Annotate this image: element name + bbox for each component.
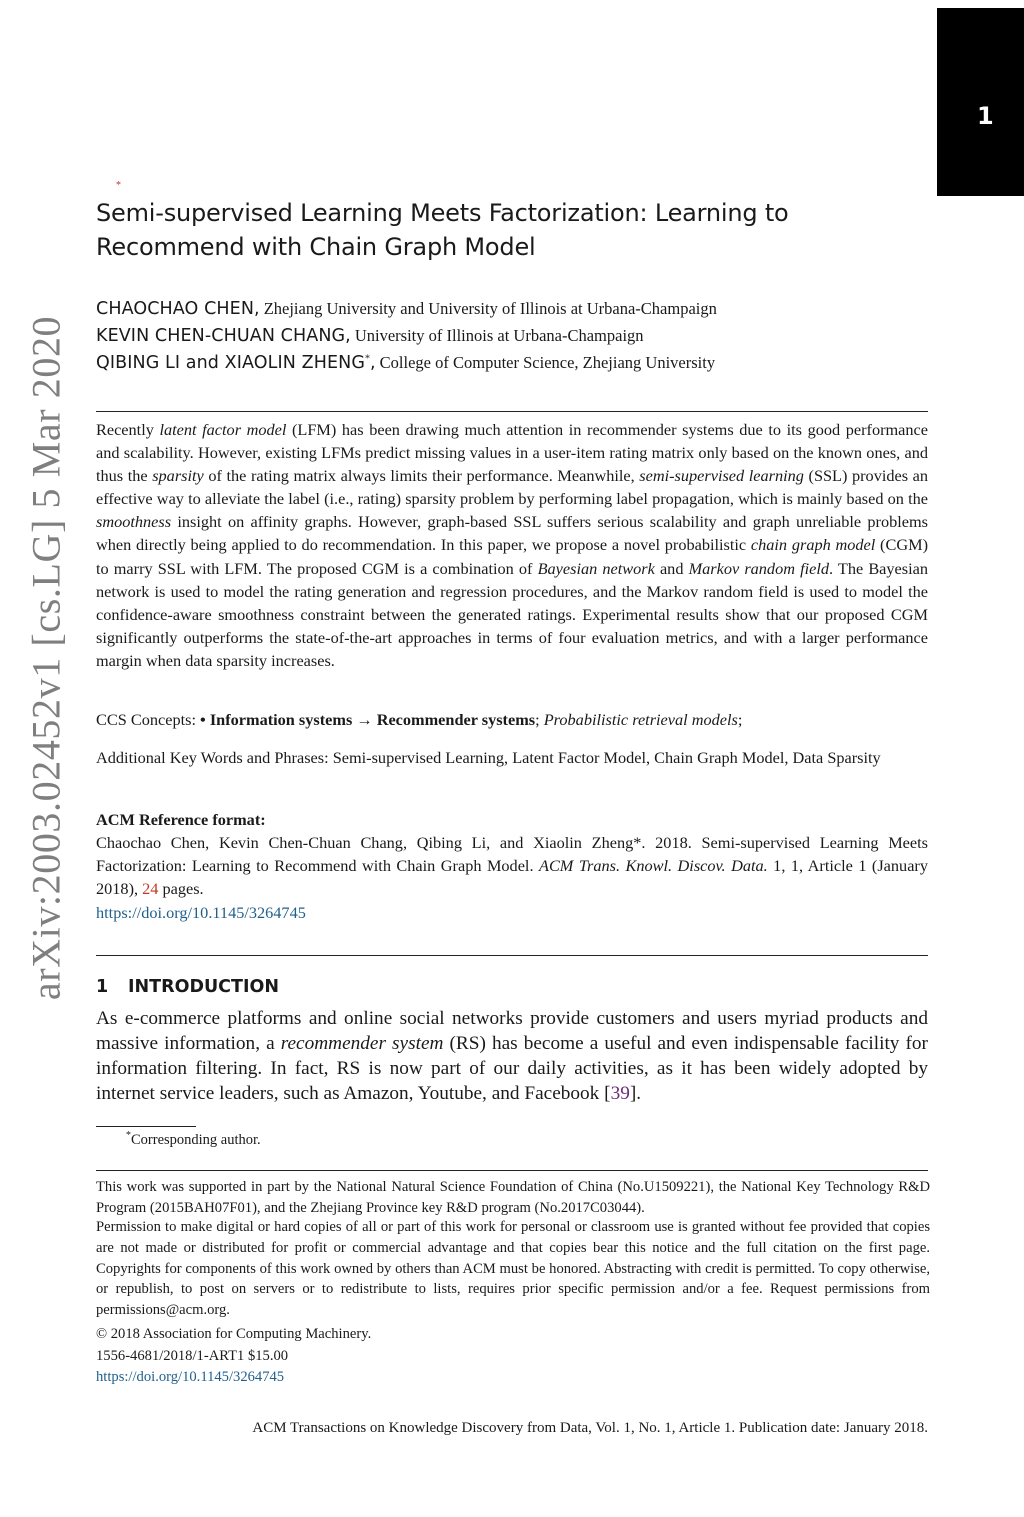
funding-note: This work was supported in part by the National Natural Science Foundation of China (No.U1509221), the National Key Technology R&D Program (2015BAH07F01), and the Zhejiang Province key R&D program (No.2017C03044). [96,1179,930,1216]
author-separator: , [370,353,376,373]
section-number: 1 [96,977,109,997]
author-names: CHAOCHAO CHEN, [96,299,260,319]
title-footnote-mark[interactable]: * [116,180,121,191]
page-number: 1 [977,102,994,130]
footnote: *Corresponding author. [126,1130,261,1148]
footer-rule [96,1170,928,1171]
introduction-paragraph: As e-commerce platforms and online social networks provide customers and users myriad products and massive information, a recommender system (RS) has become a useful and even indispensable facility for information filtering. In fact, RS is now part of our daily activities, as it has been widely adopted by internet service leaders, such as Amazon, Youtube, and Facebook [39]. [96,1008,928,1104]
pages-link[interactable]: 24 [142,879,159,899]
paper-title: Semi-supervised Learning Meets Factorization: Learning to Recommend with Chain Graph Model [96,199,789,261]
author-block [96,299,936,380]
author-affiliation: College of Computer Science, Zhejiang University [379,353,716,372]
footnote-rule [96,1126,196,1127]
footer-doi-link[interactable]: https://doi.org/10.1145/3264745 [96,1369,285,1385]
page-number-tab [937,8,1024,196]
acm-reference-doi-link[interactable]: https://doi.org/10.1145/3264745 [96,903,306,922]
section-heading-introduction [96,974,279,1000]
ccs-concepts: CCS Concepts: • Information systems → Recommender systems; Probabilistic retrieval models; [96,710,743,729]
keywords: Additional Key Words and Phrases: Semi-supervised Learning, Latent Factor Model, Chain Graph Model, Data Sparsity [96,748,881,767]
author-names: QIBING LI and XIAOLIN ZHENG [96,353,365,373]
author-line [96,353,936,380]
copyright-line: © 2018 Association for Computing Machinery. [96,1326,372,1342]
running-footer: ACM Transactions on Knowledge Discovery from Data, Vol. 1, No. 1, Article 1. Publication date: January 2018. [252,1420,928,1436]
author-line [96,299,936,326]
author-names: KEVIN CHEN-CHUAN CHANG, [96,326,351,346]
author-affiliation: University of Illinois at Urbana-Champaign [354,326,644,345]
section-title: INTRODUCTION [128,977,279,997]
acm-reference-text: Chaochao Chen, Kevin Chen-Chuan Chang, Qibing Li, and Xiaolin Zheng*. 2018. Semi-supervised Learning Meets Factorization: Learning to Recommend with Chain Graph Model. ACM Trans. Knowl. Discov. Data. 1, 1, Article 1 (January 2018), 24 pages. [96,833,928,899]
abstract-bottom-rule [96,955,928,956]
abstract: Recently latent factor model (LFM) has been drawing much attention in recommender systems due to its good performance and scalability. However, existing LFMs predict missing values in a user-item rating matrix only based on the known ones, and thus the sparsity of the rating matrix always limits their performance. Meanwhile, semi-supervised learning (SSL) provides an effective way to alleviate the label (i.e., rating) sparsity problem by performing label propagation, which is mainly based on the smoothness insight on affinity graphs. However, graph-based SSL suffers serious scalability and graph unreliable problems when directly being applied to do recommendation. In this paper, we propose a novel probabilistic chain graph model (CGM) to marry SSL with LFM. The proposed CGM is a combination of Bayesian network and Markov random field. The Bayesian network is used to model the rating generation and regression procedures, and the Markov random field is used to model the confidence-aware smoothness constraint between the generated ratings. Experimental results show that our proposed CGM significantly outperforms the state-of-the-art approaches in terms of four evaluation metrics, and with a larger performance margin when data sparsity increases. [96,420,929,670]
abstract-top-rule [96,411,928,412]
footnote-mark: * [126,1130,131,1142]
author-line [96,326,936,353]
corresponding-author-mark[interactable]: * [365,353,370,365]
author-affiliation: Zhejiang University and University of Illinois at Urbana-Champaign [263,299,717,318]
arxiv-stamp-text: arXiv:2003.02452v1 [cs.LG] 5 Mar 2020 [23,315,69,1001]
issn-line: 1556-4681/2018/1-ART1 $15.00 [96,1348,289,1364]
acm-reference-heading: ACM Reference format: [96,810,266,829]
citation-link[interactable]: 39 [610,1083,630,1104]
permission-note: Permission to make digital or hard copies of all or part of this work for personal or classroom use is granted without fee provided that copies are not made or distributed for profit or commercial advantage and that copies bear this notice and the full citation on the first page. Copyrights for components of this work owned by others than ACM must be honored. Abstracting with credit is permitted. To copy otherwise, or republish, to post on servers or to redistribute to lists, requires prior specific permission and/or a fee. Request permissions from permissions@acm.org. [96,1219,930,1319]
